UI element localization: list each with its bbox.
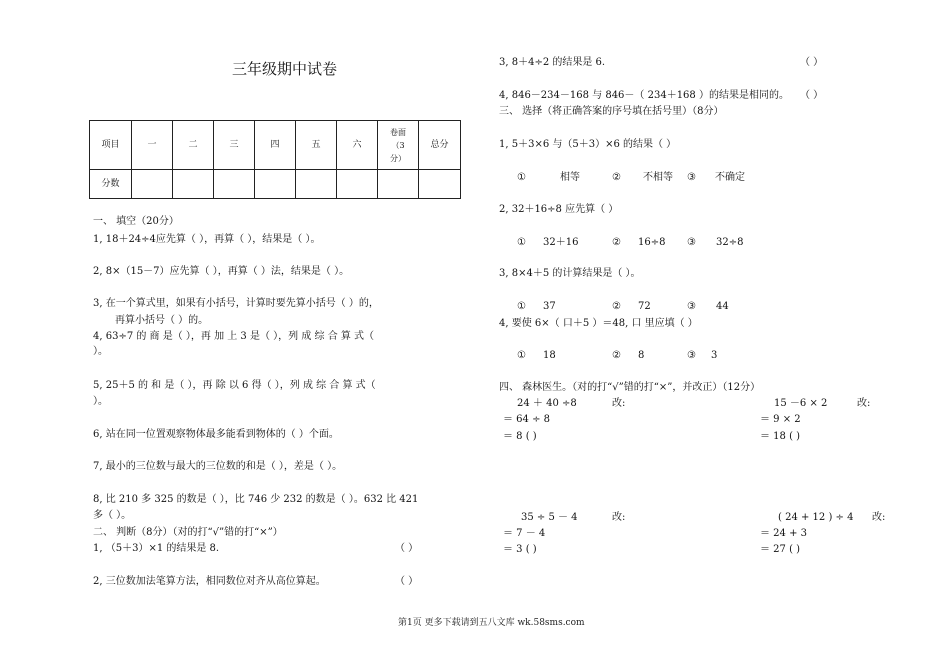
choice-2-option-2[interactable]: 16÷8 [638,237,666,248]
score-cell[interactable] [419,170,461,199]
choice-3-option-2[interactable]: 72 [638,301,651,312]
choice-question-2: 2, 32＋16÷8 应先算（ ） [499,204,619,215]
page-footer: 第1页 更多下载请到五八文库 wk.58sms.com [398,618,585,628]
fill-question-8: 8, 比 210 多 325 的数是（ ），比 746 少 232 的数是（ ）。632 比 421 [93,494,419,505]
doctor-3-line-3[interactable]: ＝ 3 ( ) [503,544,537,555]
doctor-4-line-2: ＝ 24 + 3 [760,528,808,539]
choice-4-mark-1[interactable]: ① [517,350,526,361]
choice-3-mark-1[interactable]: ① [517,301,526,312]
fill-question-7: 7, 最小的三位数与最大的三位数的和是（ ），差是（ ）。 [93,461,343,472]
fill-question-4-cont: ）。 [93,346,108,357]
choice-1-option-2[interactable]: 不相等 [643,172,673,183]
score-header-2: 二 [173,121,214,170]
choice-2-mark-2[interactable]: ② [612,237,621,248]
doctor-4-line-3[interactable]: ＝ 27 ( ) [760,544,801,555]
judge-answer-3[interactable]: （ ） [800,57,824,68]
choice-question-1: 1, 5＋3×6 与（5＋3）×6 的结果（ ） [499,139,677,150]
choice-3-mark-3[interactable]: ③ [687,301,696,312]
judge-answer-2[interactable]: （ ） [395,576,419,587]
doctor-4-fix-label: 改: [872,512,886,523]
judge-answer-4[interactable]: （ ） [800,90,824,101]
score-header-4: 四 [255,121,296,170]
page-title: 三年级期中试卷 [232,60,338,78]
score-cell[interactable] [255,170,296,199]
score-cell[interactable] [378,170,419,199]
doctor-1-line-2: ＝ 64 ÷ 8 [503,414,551,425]
score-row-label: 分数 [90,170,132,199]
judge-question-4: 4, 846－234－168 与 846－（ 234＋168 ）的结果是相同的。 [499,90,789,101]
score-cell[interactable] [214,170,255,199]
score-table [89,120,461,199]
choice-3-option-1[interactable]: 37 [543,301,556,312]
score-cell[interactable] [132,170,173,199]
doctor-2-fix-label: 改: [857,398,871,409]
choice-4-mark-3[interactable]: ③ [687,350,696,361]
judge-question-3: 3, 8＋4÷2 的结果是 6. [499,57,606,68]
doctor-3-line-2: ＝ 7 － 4 [503,528,546,539]
score-cell[interactable] [337,170,378,199]
doctor-2-line-1: 15 －6 × 2 [774,398,828,409]
choice-question-3: 3, 8×4＋5 的计算结果是（ ）。 [499,268,641,279]
choice-4-mark-2[interactable]: ② [612,350,621,361]
choice-1-mark-1[interactable]: ① [517,172,526,183]
doctor-2-line-3[interactable]: ＝ 18 ( ) [760,431,801,442]
fill-question-8-cont: 多（ ）。 [93,510,132,521]
choice-1-mark-2[interactable]: ② [612,172,621,183]
section-1-heading: 一、 填空（20分） [93,216,179,227]
section-2-heading: 二、 判断（8分）（对的打“√”错的打“×”） [93,527,283,538]
fill-question-6: 6, 站在同一位置观察物体最多能看到物体的（ ）个面。 [93,429,339,440]
fill-question-2: 2, 8×（15－7）应先算（ ），再算（ ）法，结果是（ ）。 [93,266,350,277]
fill-question-5: 5, 25＋5 的 和 是（ ），再 除 以 6 得（ ），列 成 综 合 算 式（ [93,380,376,391]
score-cell[interactable] [296,170,337,199]
score-header-5: 五 [296,121,337,170]
doctor-3-fix-label: 改: [612,512,626,523]
doctor-1-line-1: 24 ＋ 40 ÷8 [517,398,577,409]
score-header-3: 三 [214,121,255,170]
fill-question-3-cont: 再算小括号（ ）的。 [115,315,209,326]
volume-line-2: （3 [391,140,405,150]
choice-1-mark-3[interactable]: ③ [687,172,696,183]
choice-1-option-1[interactable]: 相等 [560,172,580,183]
choice-4-option-3[interactable]: 3 [711,350,718,361]
choice-3-option-3[interactable]: 44 [716,301,729,312]
choice-2-mark-3[interactable]: ③ [687,237,696,248]
judge-question-2: 2, 三位数加法笔算方法，相同数位对齐从高位算起。 [93,576,326,587]
doctor-1-fix-label: 改: [612,398,626,409]
doctor-4-line-1: ( 24 + 12 ) ÷ 4 [778,512,854,523]
section-3-heading: 三、 选择（将正确答案的序号填在括号里）（8分） [499,106,724,117]
score-header-6: 六 [337,121,378,170]
doctor-3-line-1: 35 ÷ 5 － 4 [521,512,578,523]
choice-4-option-2[interactable]: 8 [638,350,645,361]
score-header-volume [378,121,419,170]
choice-3-mark-2[interactable]: ② [612,301,621,312]
judge-question-1: 1, （5＋3）×1 的结果是 8. [93,543,220,554]
section-4-heading: 四、 森林医生。（对的打“√”错的打“×”，并改正）（12分） [499,382,761,393]
choice-question-4: 4, 要使 6×（ 口＋5 ）＝48, 口 里应填（ ） [499,318,698,329]
fill-question-5-cont: ）。 [93,396,108,407]
score-header-1: 一 [132,121,173,170]
score-cell[interactable] [173,170,214,199]
choice-2-option-3[interactable]: 32÷8 [716,237,744,248]
judge-answer-1[interactable]: （ ） [395,543,419,554]
score-header-item: 项目 [90,121,132,170]
fill-question-3: 3, 在一个算式里，如果有小括号，计算时要先算小括号（ ）的， [93,298,379,309]
fill-question-1: 1, 18＋24÷4应先算（ ），再算（ ），结果是（ ）。 [93,234,321,245]
choice-2-mark-1[interactable]: ① [517,237,526,248]
choice-2-option-1[interactable]: 32＋16 [543,237,579,248]
score-header-total: 总分 [419,121,461,170]
choice-4-option-1[interactable]: 18 [543,350,556,361]
choice-1-option-3[interactable]: 不确定 [715,172,745,183]
volume-line-3: 分） [390,153,406,163]
doctor-1-line-3[interactable]: ＝ 8 ( ) [503,431,537,442]
fill-question-4: 4, 63÷7 的 商 是（ ），再 加 上 3 是（ ），列 成 综 合 算 式（ [93,331,375,342]
volume-line-1: 卷面 [390,127,406,137]
doctor-2-line-2: ＝ 9 × 2 [760,414,801,425]
